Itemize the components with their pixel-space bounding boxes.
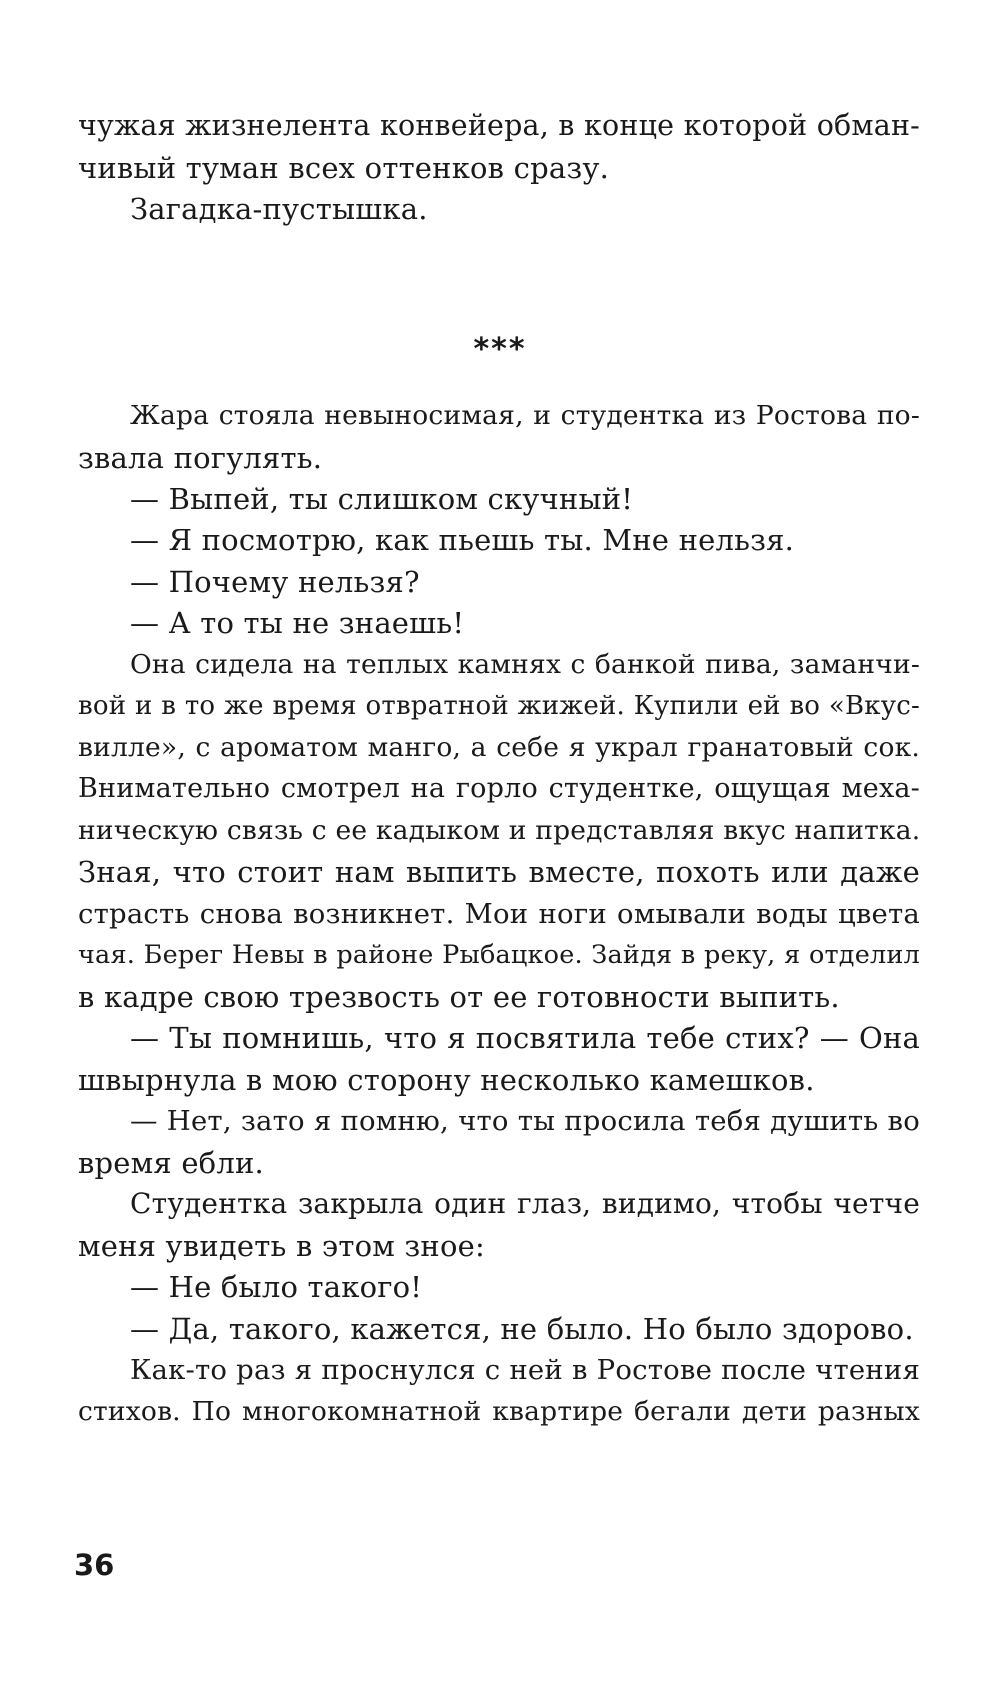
text-line: Жара стояла невыносимая, и студентка из Ростова по- <box>130 400 920 431</box>
text-line: — Выпей, ты слишком скучный! <box>130 482 634 516</box>
text-line: вилле», с ароматом манго, а себе я украл гранатовый сок. <box>78 732 920 763</box>
text-line: — Да, такого, кажется, не было. Но было здорово. <box>130 1312 914 1346</box>
text-line: Как-то раз я проснулся с ней в Ростове после чтения <box>130 1354 920 1386</box>
text-line: Зная, что стоит нам выпить вместе, похоть или даже <box>78 855 920 889</box>
text-line: швырнула в мою сторону несколько камешков. <box>78 1063 815 1097</box>
text-line: ническую связь с ее кадыком и представляя вкус напитка. <box>78 815 921 846</box>
text-line: меня увидеть в этом зное: <box>78 1229 485 1263</box>
text-line: — А то ты не знаешь! <box>130 606 465 640</box>
text-line: звала погулять. <box>78 441 323 475</box>
text-line: время ебли. <box>78 1146 264 1180</box>
section-separator: *** <box>473 332 527 367</box>
text-line: чужая жизнелента конвейера, в конце которой обман- <box>78 109 920 142</box>
text-line: Она сидела на теплых камнях с банкой пива, заманчи- <box>130 649 920 680</box>
text-line: — Я посмотрю, как пьешь ты. Мне нельзя. <box>130 523 794 557</box>
text-line: чая. Берег Невы в районе Рыбацкое. Зайдя в реку, я отделил <box>78 940 920 970</box>
text-line: — Почему нельзя? <box>130 565 420 599</box>
text-line: Загадка-пустышка. <box>130 192 428 226</box>
text-line: Внимательно смотрел на горло студентке, ощущая меха- <box>78 773 920 804</box>
page-number: 36 <box>74 1548 115 1582</box>
text-line: — Нет, зато я помню, что ты просила тебя душить во <box>130 1105 920 1137</box>
text-line: в кадре свою трезвость от ее готовности выпить. <box>78 980 840 1014</box>
text-line: чивый туман всех оттенков сразу. <box>78 151 610 185</box>
text-line: — Не было такого! <box>130 1270 423 1304</box>
text-line: — Ты помнишь, что я посвятила тебе стих? — Она <box>130 1021 920 1055</box>
text-line: Студентка закрыла один глаз, видимо, чтобы четче <box>130 1187 920 1220</box>
text-line: страсть снова возникнет. Мои ноги омывали воды цвета <box>78 898 920 930</box>
text-line: вой и в то же время отвратной жижей. Купили ей во «Вкус- <box>78 691 920 721</box>
text-line: стихов. По многокомнатной квартире бегали дети разных <box>78 1396 920 1427</box>
